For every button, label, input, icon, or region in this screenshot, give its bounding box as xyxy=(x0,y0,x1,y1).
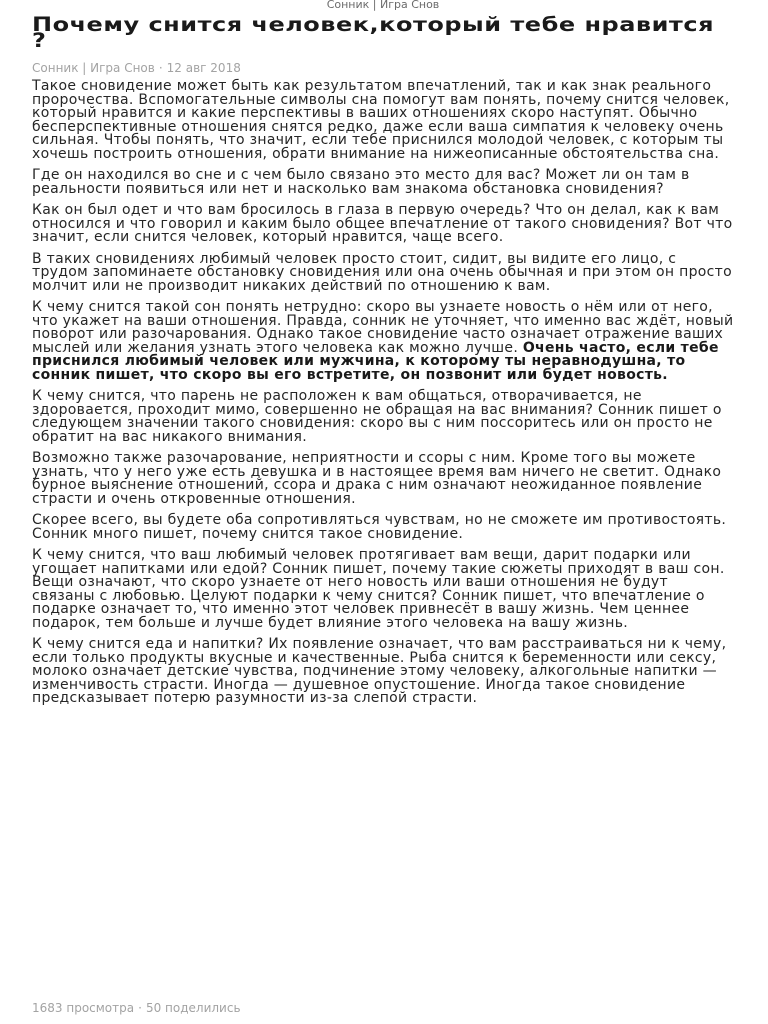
stats-separator: · xyxy=(138,1001,142,1015)
publish-date: 12 авг 2018 xyxy=(166,61,241,75)
paragraph-text: К чему снится такой сон понять нетрудно: скоро вы узнаете новость о нём или от него, что укажет на ваши отношения. Правда, сонник не уточняет, что именно вас ждёт, новый поворот или разочарования. Однако такое сновидение часто означает отражение ваших мыслей или желания узнать этого человека как можно лучше. xyxy=(32,299,734,356)
article-paragraph-10: К чему снится еда и напитки? Их появление означает, что вам расстраиваться ни к чему, если только продукты вкусные и качественные. Рыба снится к беременности или сексу, молоко означает детские чувства, подчинение этому человеку, алкогольные напитки — изменчивость страсти. Иногда — душевное опустошение. Иногда такое сновидение предсказывает потерю разумности из-за слепой страсти. xyxy=(32,636,727,706)
article-paragraph-5 xyxy=(32,301,734,382)
meta-separator: · xyxy=(158,61,163,75)
article-meta xyxy=(32,60,734,76)
article-paragraph-3: Как он был одет и что вам бросилось в глаза в первую очередь? Что он делал, как к вам относился и что говорил и каким было общее впечатление от такого сновидения? Вот что значит, если снится человек, который нравится, чаще всего. xyxy=(32,202,733,245)
bold-highlight: Очень часто, если тебе приснился любимый человек или мужчина, к которому ты неравнодушна, то сонник пишет, что скоро вы его встретите, он позвонит или будет новость. xyxy=(32,339,719,383)
article-paragraph-1: Такое сновидение может быть как результатом впечатлений, так и как знак реального пророчества. Вспомогательные символы сна помогут вам понять, почему снится человек, который нравится и какие перспективы в ваших отношениях скоро наступят. Обычно бесперспективные отношения снятся редко, даже если ваша симпатия к человеку очень сильная. Чтобы понять, что значит, если тебе приснился молодой человек, с которым ты хочешь построить отношения, обрати внимание на нижеописанные обстоятельства сна. xyxy=(32,78,730,162)
article-paragraph-2: Где он находился во сне и с чем было связано это место для вас? Может ли он там в реальности появиться или нет и насколько вам знакома обстановка сновидения? xyxy=(32,167,690,197)
article-paragraph-6: К чему снится, что парень не расположен к вам общаться, отворачивается, не здоровается, проходит мимо, совершенно не обращая на вас внимания? Сонник пишет о следующем значении такого сновидения: скоро вы с ним поссоритесь или он просто не обратит на вас никакого внимания. xyxy=(32,388,722,445)
article-paragraph-7: Возможно также разочарование, неприятности и ссоры с ним. Кроме того вы можете узнать, что у него уже есть девушка и в настоящее время вам ничего не светит. Однако бурное выяснение отношений, ссора и драка с ним означают неожиданное появление страсти и очень откровенные отношения. xyxy=(32,450,722,507)
views-count: 1683 просмотра xyxy=(32,1001,135,1015)
channel-name[interactable]: Сонник | Игра Снов xyxy=(32,61,155,75)
shares-count: 50 поделились xyxy=(145,1001,241,1015)
article-paragraph-8: Скорее всего, вы будете оба сопротивляться чувствам, но не сможете им противостоять. Сонник много пишет, почему снится такое сновидение. xyxy=(32,512,727,542)
article-paragraph-4: В таких сновидениях любимый человек просто стоит, сидит, вы видите его лицо, с трудом запоминаете обстановку сновидения или она очень обычная и при этом он просто молчит или не производит никаких действий по отношению к вам. xyxy=(32,250,732,294)
site-name[interactable]: Сонник | Игра Снов xyxy=(326,0,440,11)
article-paragraph-9: К чему снится, что ваш любимый человек протягивает вам вещи, дарит подарки или угощает напитками или едой? Сонник пишет, почему такие сюжеты приходят в ваш сон. Вещи означают, что скоро узнаете от него новость или ваши отношения не будут связаны с любовью. Целуют подарки к чему снится? Сонник пишет, что впечатление о подарке означает то, что именно этот человек привнесёт в вашу жизнь. Чем ценнее подарок, тем больше и лучше будет влияние этого человека на вашу жизнь. xyxy=(32,547,725,631)
article-title: Почему снится человек,который тебе нравится ? xyxy=(32,12,714,53)
article-body xyxy=(32,80,734,706)
article-stats xyxy=(32,1000,241,1016)
